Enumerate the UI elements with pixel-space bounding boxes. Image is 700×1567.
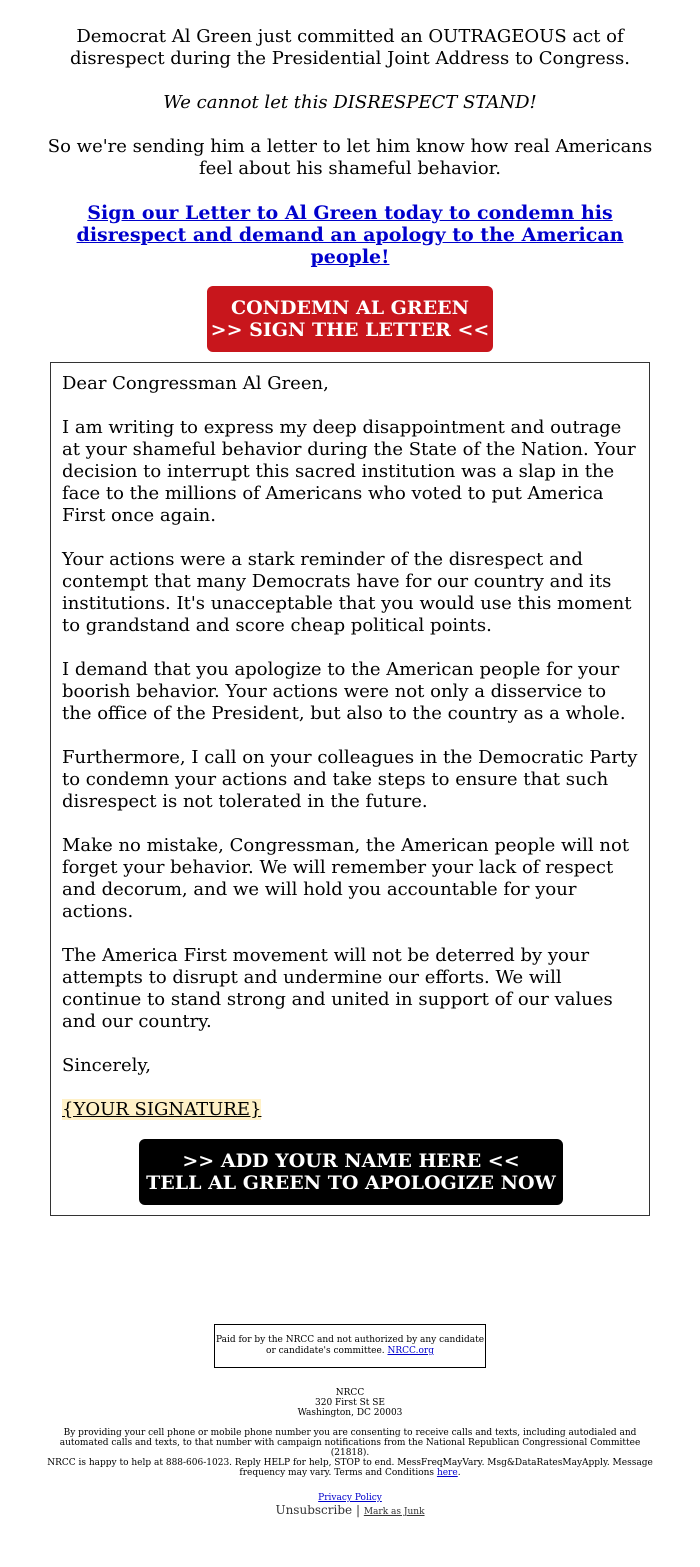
condemn-al-green-button[interactable]: [207, 286, 493, 352]
privacy-policy-container: [40, 1493, 660, 1503]
signature-placeholder: {YOUR SIGNATURE}: [62, 1099, 262, 1120]
add-name-button-line1: >> ADD YOUR NAME HERE <<: [182, 1150, 520, 1172]
help-text-container: NRCC is happy to help at 888-606-1023. Reply HELP for help, STOP to end. MessFreqMayVary. Msg&DataRatesMayApply. Message frequency may vary. Terms and Conditions here.: [47, 1458, 653, 1478]
privacy-policy-link[interactable]: Privacy Policy: [318, 1493, 382, 1503]
letter-closing: Sincerely,: [62, 1055, 151, 1076]
paid-for-disclaimer: [214, 1324, 486, 1368]
sign-letter-link-container: [70, 202, 630, 268]
add-your-name-button[interactable]: [139, 1139, 563, 1205]
sms-consent-text: By providing your cell phone or mobile phone number you are consenting to receive calls and texts, including autodialed and automated calls and texts, to that number with campaign notifications from the National Republican Congressional Committee (21818).: [59, 1428, 641, 1458]
address-org: NRCC: [335, 1388, 365, 1398]
mailing-address: [40, 1388, 660, 1418]
address-city: Washington, DC 20003: [297, 1408, 403, 1418]
unsubscribe-row: [40, 1503, 660, 1519]
paid-for-text: Paid for by the NRCC and not authorized by any candidate or candidate's committee.: [215, 1335, 485, 1356]
letter-box: [50, 362, 650, 1216]
add-name-button-line2: TELL AL GREEN TO APOLOGIZE NOW: [146, 1172, 556, 1194]
letter-paragraph-6: The America First movement will not be deterred by your attempts to disrupt and undermine our efforts. We will continue to stand strong and united in support of our values and our country.: [62, 945, 613, 1032]
nrcc-org-link[interactable]: NRCC.org: [387, 1346, 434, 1356]
condemn-button-line2: >> SIGN THE LETTER <<: [210, 319, 490, 341]
intro-headline: Democrat Al Green just committed an OUTRAGEOUS act of disrespect during the Presidential Joint Address to Congress.: [70, 26, 630, 69]
sign-letter-link[interactable]: Sign our Letter to Al Green today to condemn his disrespect and demand an apology to the American people!: [76, 202, 624, 268]
address-street: 320 First St SE: [315, 1398, 385, 1408]
help-text: NRCC is happy to help at 888-606-1023. Reply HELP for help, STOP to end. MessFreqMayVary. Msg&DataRatesMayApply. Message frequency may vary. Terms and Conditions: [47, 1458, 653, 1478]
letter-paragraph-5: Make no mistake, Congressman, the American people will not forget your behavior. We will remember your lack of respect and decorum, and we will hold you accountable for your actions.: [62, 835, 630, 922]
letter-paragraph-4: Furthermore, I call on your colleagues in the Democratic Party to condemn your actions and take steps to ensure that such disrespect is not tolerated in the future.: [62, 747, 638, 812]
terms-here-link[interactable]: here: [436, 1468, 458, 1478]
intro-emphasis: We cannot let this DISRESPECT STAND!: [163, 92, 537, 113]
letter-paragraph-1: I am writing to express my deep disappointment and outrage at your shameful behavior during the State of the Nation. Your decision to interrupt this sacred institution was a slap in the face to the millions of Americans who voted to put America First once again.: [62, 417, 636, 526]
letter-paragraph-2: Your actions were a stark reminder of the disrespect and contempt that many Democrats have for our country and its institutions. It's unacceptable that you would use this moment to grandstand and score cheap political points.: [62, 549, 632, 636]
condemn-button-line1: CONDEMN AL GREEN: [230, 297, 470, 319]
unsubscribe-link[interactable]: Unsubscribe: [275, 1503, 353, 1517]
letter-salutation: Dear Congressman Al Green,: [62, 373, 329, 394]
intro-description: So we're sending him a letter to let him know how real Americans feel about his shameful behavior.: [47, 136, 653, 179]
mark-as-junk-link[interactable]: Mark as Junk: [363, 1507, 425, 1517]
separator: |: [355, 1503, 360, 1517]
letter-paragraph-3: I demand that you apologize to the American people for your boorish behavior. Your actions were not only a disservice to the office of the President, but also to the country as a whole.: [62, 659, 626, 724]
